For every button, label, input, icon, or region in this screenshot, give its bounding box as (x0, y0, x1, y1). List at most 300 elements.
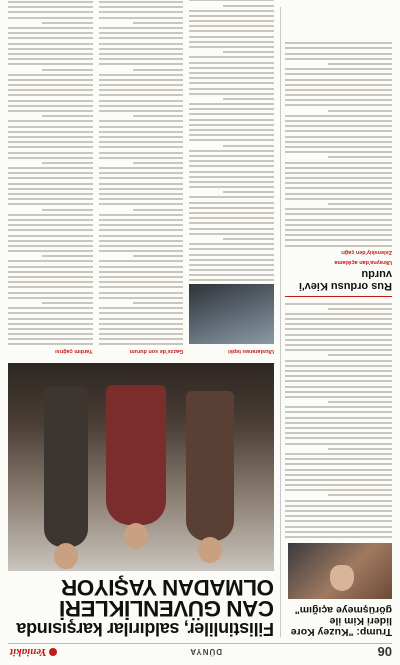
text-line (328, 156, 392, 158)
text-line (8, 146, 93, 148)
text-line (189, 186, 274, 188)
text-line (189, 41, 274, 43)
text-line (285, 334, 392, 336)
text-line (133, 302, 184, 304)
text-line (8, 152, 93, 154)
text-line (189, 72, 274, 74)
text-line (189, 160, 274, 162)
text-line (328, 110, 392, 112)
text-line (285, 213, 392, 215)
text-line (8, 292, 93, 294)
text-line (8, 183, 93, 185)
text-line (285, 536, 392, 538)
text-line (189, 274, 274, 276)
text-line (133, 22, 184, 24)
text-line (99, 214, 184, 216)
text-line (285, 136, 392, 138)
text-line (189, 197, 274, 199)
logo-text: Yeniakit (10, 646, 47, 658)
text-line (8, 261, 93, 263)
text-line (189, 165, 274, 167)
text-line (8, 286, 93, 288)
text-line (8, 12, 93, 14)
text-line (133, 69, 184, 71)
text-line (99, 183, 184, 185)
text-line (189, 77, 274, 79)
text-line (99, 43, 184, 45)
text-line (285, 208, 392, 210)
page-number: 06 (377, 644, 392, 659)
text-line (133, 209, 184, 211)
text-line (99, 286, 184, 288)
main-story (8, 7, 274, 637)
text-line (189, 233, 274, 235)
text-line (189, 93, 274, 95)
text-line (285, 47, 392, 49)
text-line (328, 63, 392, 65)
text-line (285, 469, 392, 471)
text-line (189, 15, 274, 17)
text-line (189, 82, 274, 84)
text-line (285, 360, 392, 362)
text-line (8, 271, 93, 273)
text-line (8, 219, 93, 221)
text-line (8, 17, 93, 19)
text-line (42, 302, 93, 304)
text-line (99, 292, 184, 294)
text-line (285, 422, 392, 424)
text-line (285, 224, 392, 226)
text-line (328, 448, 392, 450)
text-line (285, 125, 392, 127)
text-line (8, 178, 93, 180)
text-line (285, 437, 392, 439)
text-line (189, 31, 274, 33)
text-line (99, 229, 184, 231)
text-line (189, 171, 274, 173)
sidebar-box-story (285, 42, 392, 296)
text-line (189, 124, 274, 126)
text-line (285, 500, 392, 502)
column-subhead: Uluslararası tepki (228, 348, 274, 354)
text-line (285, 432, 392, 434)
text-line (8, 338, 93, 340)
text-line (285, 417, 392, 419)
text-line (189, 46, 274, 48)
text-line (285, 73, 392, 75)
main-photo (8, 363, 274, 571)
text-line (285, 172, 392, 174)
text-line (99, 188, 184, 190)
text-line (285, 182, 392, 184)
text-line (189, 243, 274, 245)
text-line (99, 157, 184, 159)
text-line (99, 178, 184, 180)
text-line (99, 1, 184, 3)
text-line (42, 255, 93, 257)
text-line (285, 89, 392, 91)
text-line (99, 250, 184, 252)
text-line (8, 276, 93, 278)
text-line (8, 79, 93, 81)
text-line (285, 99, 392, 101)
main-headline: Filistinliler, saldırılar karşısında (16, 619, 274, 639)
text-line (42, 22, 93, 24)
text-line (328, 203, 392, 205)
text-line (285, 443, 392, 445)
text-line (189, 134, 274, 136)
text-line (99, 105, 184, 107)
text-line (189, 155, 274, 157)
text-line (285, 386, 392, 388)
text-line (99, 261, 184, 263)
text-line (8, 84, 93, 86)
text-line (99, 89, 184, 91)
text-line (99, 53, 184, 55)
photo-figure-head (124, 523, 148, 549)
sidebar-photo (288, 543, 392, 599)
text-line (99, 312, 184, 314)
text-line (8, 120, 93, 122)
text-line (189, 248, 274, 250)
text-line (189, 222, 274, 224)
text-line (285, 58, 392, 60)
text-line (285, 303, 392, 305)
text-line (285, 245, 392, 247)
text-line (189, 25, 274, 27)
text-line (8, 323, 93, 325)
text-line (99, 37, 184, 39)
text-line (223, 98, 274, 100)
text-line (99, 63, 184, 65)
text-line (8, 27, 93, 29)
text-line (285, 79, 392, 81)
text-line (285, 458, 392, 460)
text-line (189, 20, 274, 22)
text-line (285, 479, 392, 481)
text-line (99, 193, 184, 195)
text-line (99, 58, 184, 60)
section-title: DÜNYA (189, 647, 222, 656)
logo-icon (49, 648, 57, 656)
masthead (8, 643, 392, 659)
text-line (99, 120, 184, 122)
article-columns (8, 0, 274, 357)
text-line (8, 333, 93, 335)
text-line (189, 228, 274, 230)
text-line (189, 88, 274, 90)
text-line (8, 32, 93, 34)
text-line (285, 406, 392, 408)
text-line (99, 297, 184, 299)
text-line (223, 145, 274, 147)
text-line (99, 110, 184, 112)
text-line (8, 74, 93, 76)
text-line (285, 318, 392, 320)
text-line (99, 146, 184, 148)
sidebar-headline: Trump: "Kuzey Kore lideri Kim ile görüşmeye açığım" (290, 604, 392, 638)
sidebar-body-text (285, 303, 392, 538)
text-line (8, 89, 93, 91)
text-line (99, 32, 184, 34)
text-line (42, 162, 93, 164)
text-line (99, 198, 184, 200)
text-line (8, 6, 93, 8)
text-line (285, 193, 392, 195)
text-line (99, 12, 184, 14)
text-line (8, 63, 93, 65)
text-line (285, 162, 392, 164)
text-line (285, 42, 392, 44)
text-line (99, 219, 184, 221)
text-line (285, 68, 392, 70)
text-line (8, 58, 93, 60)
text-line (99, 48, 184, 50)
text-line (189, 56, 274, 58)
text-line (285, 219, 392, 221)
text-line (285, 115, 392, 117)
text-line (99, 84, 184, 86)
text-line (328, 401, 392, 403)
text-line (99, 323, 184, 325)
text-line (285, 515, 392, 517)
text-line (189, 10, 274, 12)
text-line (8, 328, 93, 330)
text-line (8, 141, 93, 143)
text-line (328, 495, 392, 497)
text-line (99, 131, 184, 133)
text-line (99, 79, 184, 81)
text-line (8, 167, 93, 169)
text-line (8, 224, 93, 226)
text-line (8, 48, 93, 50)
text-line (99, 74, 184, 76)
text-line (285, 427, 392, 429)
photo-figure (44, 387, 88, 547)
text-line (285, 151, 392, 153)
text-line (285, 339, 392, 341)
text-line (189, 254, 274, 256)
text-line (285, 489, 392, 491)
text-line (285, 229, 392, 231)
text-line (189, 280, 274, 282)
newspaper-logo (10, 646, 57, 658)
text-line (285, 484, 392, 486)
photo-figure-head (198, 537, 222, 563)
text-line (8, 198, 93, 200)
column-subhead: Yardım çağrısı (55, 348, 93, 354)
text-line (223, 191, 274, 193)
text-line (99, 240, 184, 242)
text-line (285, 130, 392, 132)
text-line (99, 344, 184, 346)
text-line (189, 259, 274, 261)
text-line (189, 212, 274, 214)
text-line (99, 203, 184, 205)
sidebar-subhead: Ukrayna'dan açıklama (334, 258, 392, 265)
text-line (99, 271, 184, 273)
text-line (189, 108, 274, 110)
text-line (285, 84, 392, 86)
text-line (8, 281, 93, 283)
photo-figure-head (54, 543, 78, 569)
sidebar-subhead: Zelenskiy'den çağrı (341, 249, 392, 256)
text-line (189, 217, 274, 219)
article-column (99, 0, 184, 357)
text-line (8, 110, 93, 112)
text-line (223, 5, 274, 7)
text-line (223, 238, 274, 240)
text-line (99, 307, 184, 309)
text-line (8, 312, 93, 314)
text-line (285, 105, 392, 107)
text-line (285, 234, 392, 236)
text-line (42, 115, 93, 117)
text-line (8, 307, 93, 309)
text-line (285, 141, 392, 143)
text-line (285, 370, 392, 372)
text-line (8, 172, 93, 174)
text-line (99, 333, 184, 335)
text-line (8, 126, 93, 128)
article-column (189, 0, 274, 357)
text-line (99, 224, 184, 226)
text-line (285, 474, 392, 476)
text-line (8, 157, 93, 159)
text-line (285, 120, 392, 122)
text-line (285, 375, 392, 377)
text-line (285, 391, 392, 393)
text-line (189, 114, 274, 116)
column-photo (189, 285, 274, 345)
text-line (8, 100, 93, 102)
text-line (285, 510, 392, 512)
text-line (8, 250, 93, 252)
text-line (189, 150, 274, 152)
text-line (189, 207, 274, 209)
text-line (285, 344, 392, 346)
text-line (285, 329, 392, 331)
text-line (8, 318, 93, 320)
text-line (189, 62, 274, 64)
text-line (8, 297, 93, 299)
text-line (8, 193, 93, 195)
text-line (99, 338, 184, 340)
text-line (285, 167, 392, 169)
text-line (189, 202, 274, 204)
text-line (8, 266, 93, 268)
text-line (8, 344, 93, 346)
text-line (42, 209, 93, 211)
text-line (8, 229, 93, 231)
text-line (189, 181, 274, 183)
text-line (99, 328, 184, 330)
text-line (8, 136, 93, 138)
sidebar-story (280, 7, 392, 637)
article-column (8, 0, 93, 357)
text-line (285, 380, 392, 382)
text-line (285, 520, 392, 522)
text-line (8, 131, 93, 133)
text-line (99, 17, 184, 19)
text-line (189, 36, 274, 38)
text-line (285, 531, 392, 533)
text-line (328, 354, 392, 356)
text-line (285, 239, 392, 241)
text-line (8, 1, 93, 3)
text-line (285, 349, 392, 351)
text-line (285, 146, 392, 148)
text-line (8, 43, 93, 45)
text-line (8, 240, 93, 242)
text-line (8, 53, 93, 55)
text-line (99, 172, 184, 174)
text-line (8, 37, 93, 39)
text-line (99, 6, 184, 8)
text-line (189, 139, 274, 141)
sidebar-box-headline: Rus ordusu Kiev'i vurdu (298, 267, 392, 292)
text-line (8, 105, 93, 107)
text-line (223, 51, 274, 53)
text-line (328, 308, 392, 310)
text-line (285, 323, 392, 325)
text-line (285, 453, 392, 455)
text-line (285, 313, 392, 315)
text-line (285, 505, 392, 507)
text-line (285, 94, 392, 96)
text-line (189, 129, 274, 131)
text-line (99, 136, 184, 138)
text-line (285, 463, 392, 465)
text-line (285, 412, 392, 414)
text-line (189, 176, 274, 178)
text-line (8, 188, 93, 190)
text-line (285, 396, 392, 398)
text-line (285, 188, 392, 190)
text-line (285, 198, 392, 200)
text-line (133, 162, 184, 164)
text-line (99, 318, 184, 320)
text-line (133, 115, 184, 117)
text-line (8, 245, 93, 247)
text-line (99, 27, 184, 29)
text-line (99, 276, 184, 278)
text-line (285, 177, 392, 179)
text-line (189, 103, 274, 105)
text-line (99, 95, 184, 97)
text-line (99, 167, 184, 169)
text-line (285, 526, 392, 528)
text-line (42, 69, 93, 71)
text-line (99, 126, 184, 128)
text-line (189, 269, 274, 271)
text-line (8, 214, 93, 216)
text-line (99, 281, 184, 283)
text-line (133, 255, 184, 257)
text-line (99, 245, 184, 247)
text-line (99, 266, 184, 268)
text-line (8, 95, 93, 97)
text-line (285, 53, 392, 55)
text-line (189, 264, 274, 266)
main-headline-big: CAN GÜVENLİKLERİ OLMADAN YAŞIYOR (59, 575, 274, 621)
text-line (8, 235, 93, 237)
photo-figure (186, 391, 234, 541)
text-line (99, 235, 184, 237)
photo-figure (106, 385, 166, 525)
text-line (189, 119, 274, 121)
text-line (189, 67, 274, 69)
